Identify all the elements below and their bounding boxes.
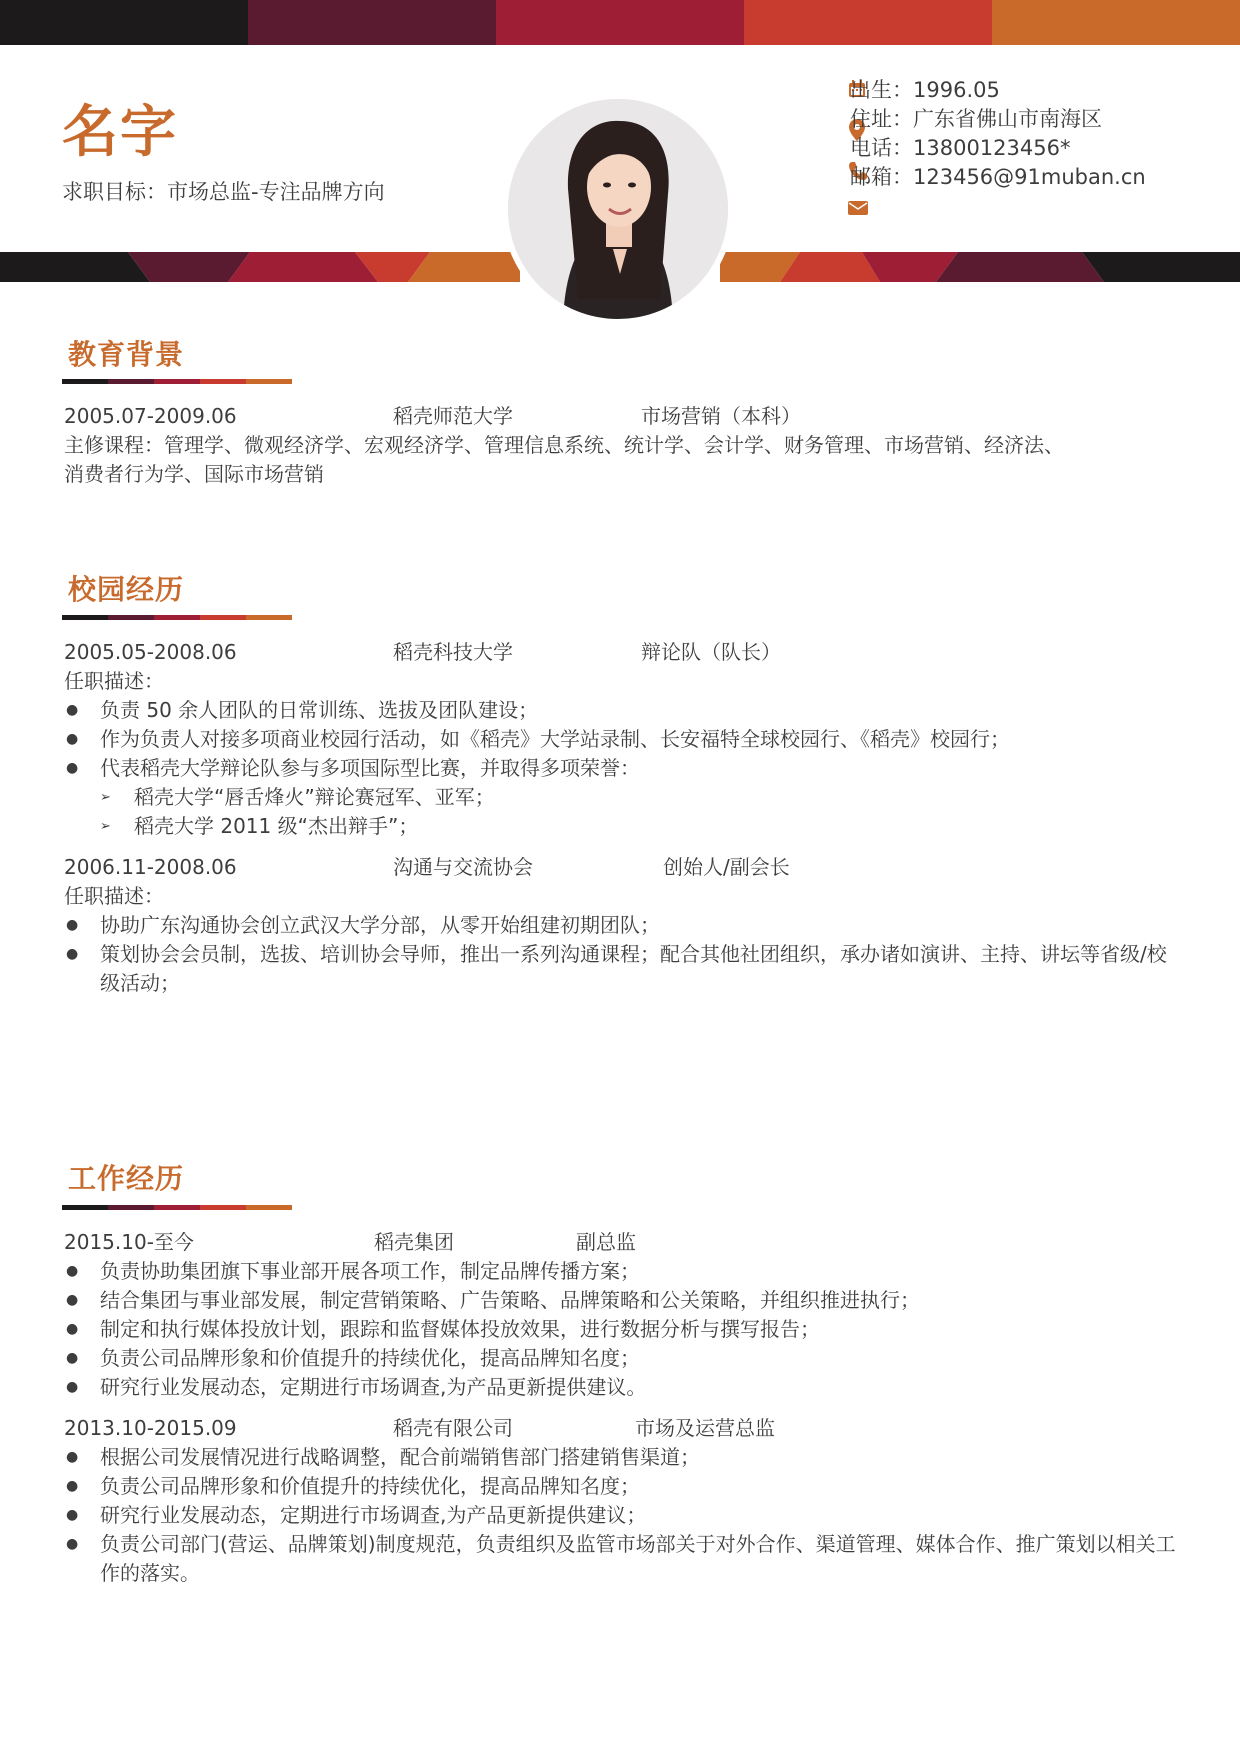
contact-address: 住址：广东省佛山市南海区 bbox=[850, 107, 1102, 131]
bullet-list bbox=[64, 1257, 1184, 1402]
work-role: 市场及运营总监 bbox=[635, 1416, 775, 1440]
education-major: 市场营销（本科） bbox=[641, 404, 801, 428]
top-bar-segment bbox=[496, 0, 744, 45]
top-bar-segment bbox=[248, 0, 496, 45]
list-item: ● 结合集团与事业部发展，制定营销策略、广告策略、品牌策略和公关策略，并组织推进执行； bbox=[64, 1286, 1184, 1315]
work-entry-header bbox=[64, 1414, 1184, 1443]
mail-icon bbox=[848, 200, 868, 219]
section-divider bbox=[62, 615, 292, 620]
work-entry-2 bbox=[64, 1414, 1184, 1588]
sub-list-item: ➢ 稻壳大学 2011 级“杰出辩手”； bbox=[64, 812, 1184, 841]
list-item: ● 研究行业发展动态，定期进行市场调查,为产品更新提供建议。 bbox=[64, 1373, 1184, 1402]
campus-date: 2006.11-2008.06 bbox=[64, 855, 237, 879]
campus-role: 创始人/副会长 bbox=[663, 855, 790, 879]
job-objective: 求职目标：市场总监-专注品牌方向 bbox=[62, 180, 385, 204]
bullet-list bbox=[64, 911, 1184, 998]
list-item: ● 负责 50 余人团队的日常训练、选拔及团队建设； bbox=[64, 696, 1184, 725]
candidate-name: 名字 bbox=[62, 100, 178, 165]
campus-org: 稻壳科技大学 bbox=[393, 640, 513, 664]
list-item: ● 协助广东沟通协会创立武汉大学分部，从零开始组建初期团队； bbox=[64, 911, 1184, 940]
sub-list-item: ➢ 稻壳大学“唇舌烽火”辩论赛冠军、亚军； bbox=[64, 783, 1184, 812]
campus-entry-header bbox=[64, 853, 1184, 882]
campus-entry-2 bbox=[64, 853, 1184, 998]
education-block bbox=[64, 402, 1184, 489]
top-bar-segment bbox=[992, 0, 1240, 45]
list-item: ● 代表稻壳大学辩论队参与多项国际型比赛，并取得多项荣誉： bbox=[64, 754, 1184, 783]
work-org: 稻壳集团 bbox=[374, 1230, 454, 1254]
education-row bbox=[64, 402, 1184, 431]
campus-org: 沟通与交流协会 bbox=[393, 855, 533, 879]
work-date: 2015.10-至今 bbox=[64, 1230, 194, 1254]
section-divider bbox=[62, 379, 292, 384]
contact-email: 邮箱：123456@91muban.cn bbox=[850, 165, 1146, 189]
education-courses-cont: 消费者行为学、国际市场营销 bbox=[64, 462, 324, 486]
profile-photo bbox=[502, 93, 734, 325]
section-divider bbox=[62, 1205, 292, 1210]
list-item: ● 研究行业发展动态，定期进行市场调查,为产品更新提供建议； bbox=[64, 1501, 1184, 1530]
top-bar-segment bbox=[744, 0, 992, 45]
work-entry-header bbox=[64, 1228, 1184, 1257]
campus-entry-header bbox=[64, 638, 1184, 667]
desc-label: 任职描述： bbox=[64, 669, 164, 693]
sub-bullet-list bbox=[64, 783, 1184, 841]
list-item: ● 作为负责人对接多项商业校园行活动，如《稻壳》大学站录制、长安福特全球校园行、《稻壳》校园行； bbox=[64, 725, 1184, 754]
campus-date: 2005.05-2008.06 bbox=[64, 640, 237, 664]
section-title-work: 工作经历 bbox=[68, 1162, 185, 1195]
work-entry-1 bbox=[64, 1228, 1184, 1402]
list-item: ● 策划协会会员制，选拔、培训协会导师，推出一系列沟通课程；配合其他社团组织，承办诸如演讲、主持、讲坛等省级/校级活动； bbox=[64, 940, 1184, 998]
education-courses: 主修课程：管理学、微观经济学、宏观经济学、管理信息系统、统计学、会计学、财务管理、市场营销、经济法、 bbox=[64, 433, 1064, 457]
campus-entry-1 bbox=[64, 638, 1184, 841]
contact-phone: 电话：13800123456* bbox=[850, 136, 1071, 160]
education-date: 2005.07-2009.06 bbox=[64, 404, 237, 428]
bullet-list bbox=[64, 1443, 1184, 1588]
desc-label: 任职描述： bbox=[64, 884, 164, 908]
list-item: ● 负责公司品牌形象和价值提升的持续优化，提高品牌知名度； bbox=[64, 1472, 1184, 1501]
list-item: ● 负责协助集团旗下事业部开展各项工作，制定品牌传播方案； bbox=[64, 1257, 1184, 1286]
section-title-campus: 校园经历 bbox=[68, 573, 185, 606]
list-item: ● 负责公司品牌形象和价值提升的持续优化，提高品牌知名度； bbox=[64, 1344, 1184, 1373]
education-school: 稻壳师范大学 bbox=[393, 404, 513, 428]
work-org: 稻壳有限公司 bbox=[393, 1416, 513, 1440]
contact-info bbox=[850, 76, 1146, 192]
bullet-list bbox=[64, 696, 1184, 783]
list-item: ● 制定和执行媒体投放计划，跟踪和监督媒体投放效果，进行数据分析与撰写报告； bbox=[64, 1315, 1184, 1344]
campus-role: 辩论队（队长） bbox=[641, 640, 781, 664]
top-color-bar bbox=[0, 0, 1240, 45]
contact-birth: 出生：1996.05 bbox=[850, 78, 1000, 102]
list-item: ● 根据公司发展情况进行战略调整，配合前端销售部门搭建销售渠道； bbox=[64, 1443, 1184, 1472]
top-bar-segment bbox=[0, 0, 248, 45]
work-date: 2013.10-2015.09 bbox=[64, 1416, 237, 1440]
list-item: ● 负责公司部门(营运、品牌策划)制度规范，负责组织及监管市场部关于对外合作、渠道管理、媒体合作、推广策划以相关工作的落实。 bbox=[64, 1530, 1184, 1588]
section-title-education: 教育背景 bbox=[68, 338, 185, 371]
work-role: 副总监 bbox=[576, 1230, 636, 1254]
